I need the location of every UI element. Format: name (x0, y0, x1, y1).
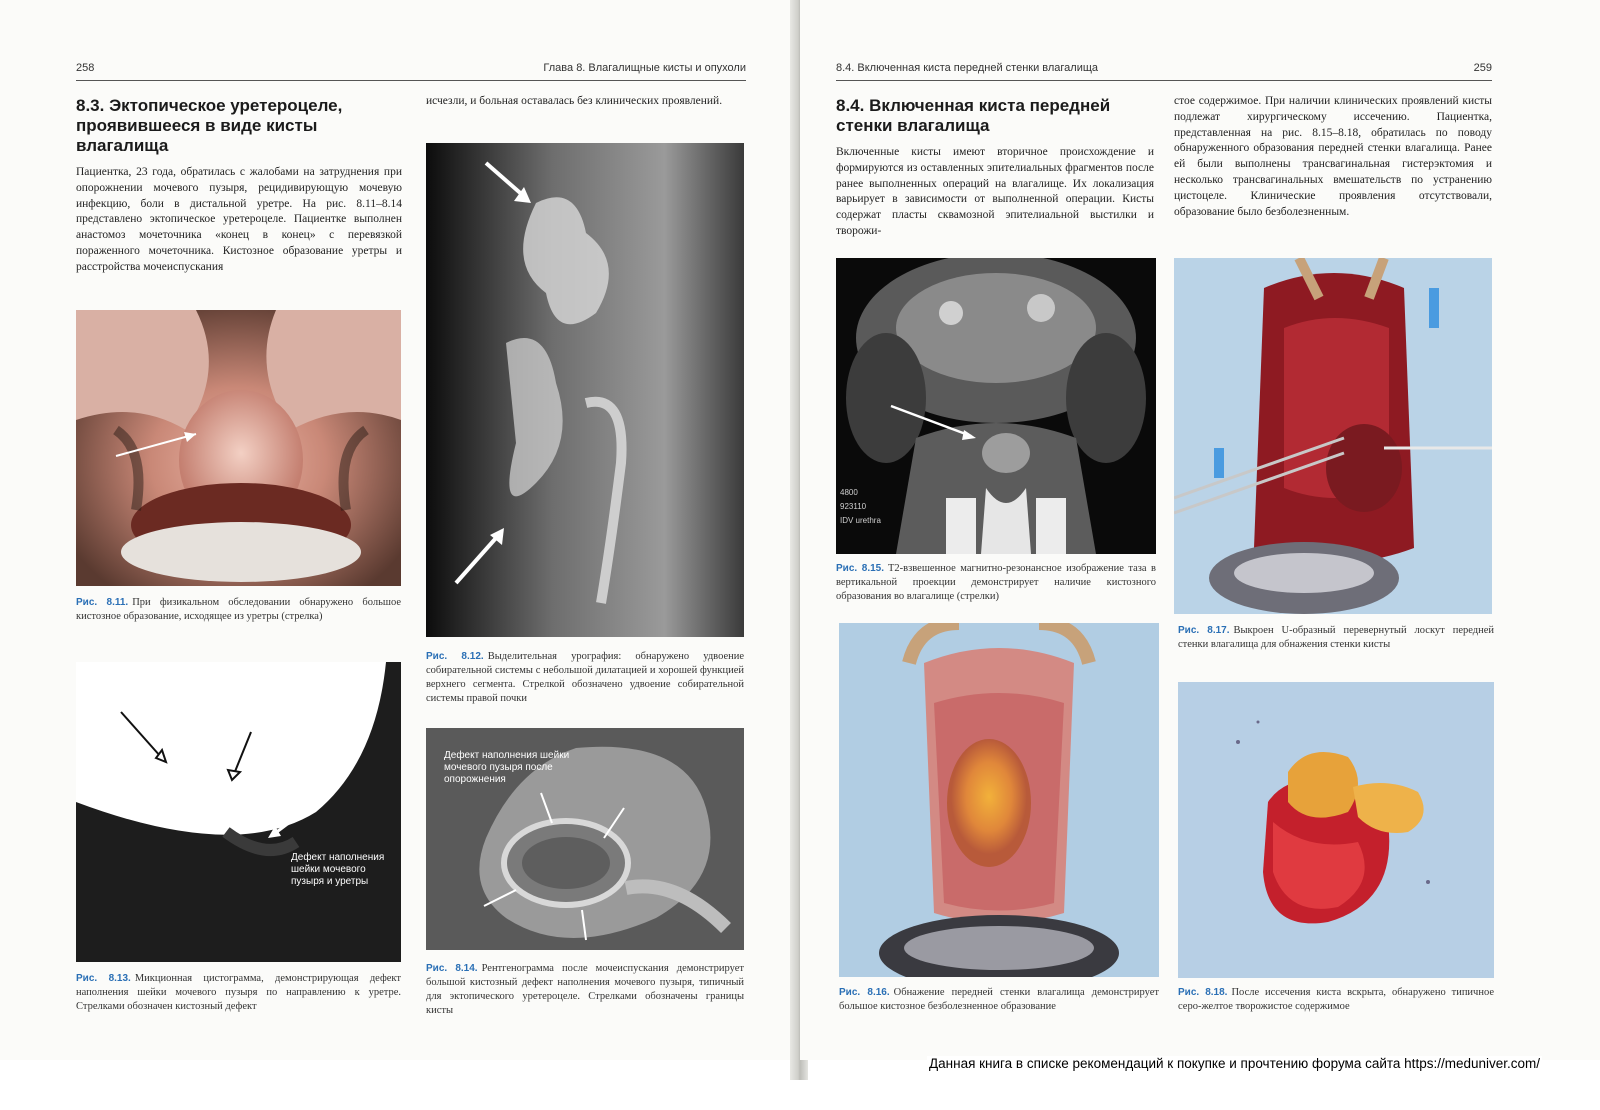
figure-8-14-postvoid (426, 728, 744, 950)
caption-8-18 (1178, 986, 1494, 1014)
paragraph-8-4-b: стое содержимое. При наличии клинических проявлений кисты подлежат хирургическому иссечению. Пациентка, представленная на рис. 8.15–8.18, обратилась по поводу обнаруженного образования передней стенки влагалища. Ранее ей были выполнены трансвагинальная гистерэктомия и несколько трансвагинальных вмешательств по устранению цистоцеле. Клинические проявления отсутствовали, образование было безболезненным. (1174, 95, 1492, 218)
figure-8-14-label: Дефект наполнения шейки мочевого пузыря после опорожнения (444, 750, 570, 785)
paragraph-8-4-a: Включенные кисты имеют вторичное происхождение и формируются из оставленных эпителиальных фрагментов после ранее выполненных операций на влагалище. Их локализация варьирует в зависимости от выполненной операции. Кисты содержат пласты сквамозной эпителиальной выстилки и творожи- (836, 146, 1154, 237)
figure-8-18-photo (1178, 682, 1494, 978)
caption-8-13 (76, 972, 401, 1014)
section-title-8-4: 8.4. Включенная киста передней стенки влагалища (836, 96, 1111, 135)
caption-text: Обнажение передней стенки влагалища демонстрирует большое кистозное безболезненное образование (839, 987, 1159, 1012)
left-page (0, 0, 790, 1060)
caption-8-15 (836, 562, 1156, 604)
caption-text: При физикальном обследовании обнаружено большое кистозное образование, исходящее из уретры (стрелка) (76, 597, 401, 622)
figure-8-11-photo (76, 310, 401, 586)
footer-recommendation-note: Данная книга в списке рекомендаций к покупке и прочтению форума сайта https://meduniver.com/ (929, 1056, 1540, 1071)
page-number-left: 258 (76, 62, 95, 74)
caption-text: Т2-взвешенное магнитно-резонансное изображение таза в вертикальной проекции демонстрирует наличие кистозного образования во влагалище (стрелки) (836, 563, 1156, 602)
section-title-8-3: 8.3. Эктопическое уретероцеле, проявившееся в виде кисты влагалища (76, 96, 343, 155)
caption-8-12 (426, 650, 744, 706)
header-rule-left (76, 80, 746, 81)
caption-8-14 (426, 962, 744, 1018)
figure-8-15-mri (836, 258, 1156, 554)
figure-8-12-urography (426, 143, 744, 637)
caption-number: Рис. 8.12. (426, 651, 484, 662)
header-rule-right (836, 80, 1492, 81)
caption-8-16 (839, 986, 1159, 1014)
mri-text-line: IDV urethra (840, 516, 881, 525)
caption-text: Рентгенограмма после мочеиспускания демонстрирует большой кистозный дефект наполнения мочевого пузыря, типичный для эктопического уретероцеле. Стрелками обозначены границы кисты (426, 963, 744, 1016)
mri-text-line: 4800 (840, 488, 858, 497)
figure-8-13-cystogram (76, 662, 401, 962)
caption-text: Выделительная урография: обнаружено удвоение собирательной системы с небольшой дилатацией и хорошей функцией верхнего сегмента. Стрелкой обозначено удвоение собирательной системы правой почки (426, 651, 744, 704)
running-head-left: Глава 8. Влагалищные кисты и опухоли (543, 62, 746, 74)
caption-number: Рис. 8.15. (836, 563, 884, 574)
caption-text: После иссечения киста вскрыта, обнаружено типичное серо-желтое творожистое содержимое (1178, 987, 1494, 1012)
caption-number: Рис. 8.11. (76, 597, 129, 608)
figure-8-17-photo (1174, 258, 1492, 614)
caption-8-11 (76, 596, 401, 624)
running-head-right: 8.4. Включенная киста передней стенки влагалища (836, 62, 1099, 74)
caption-number: Рис. 8.18. (1178, 987, 1228, 998)
caption-number: Рис. 8.16. (839, 987, 890, 998)
caption-number: Рис. 8.17. (1178, 625, 1230, 636)
right-page (800, 0, 1600, 1060)
page-number-right: 259 (1473, 62, 1492, 74)
figure-8-16-photo (839, 623, 1159, 977)
mri-overlay-text (840, 486, 881, 528)
paragraph-8-3-a: Пациентка, 23 года, обратилась с жалобами на затруднения при опорожнении мочевого пузыря, рецидивирующую мочевую инфекцию, боли в дистальной уретре. На рис. 8.11–8.14 представлено эктопическое уретероцеле. Пациентке выполнен анастомоз мочеточника «конец в конец» с перевязкой пораженного мочеточника. Кистозное образование уретры и расстройства мочеиспускания (76, 166, 402, 273)
mri-text-line: 923110 (840, 502, 867, 511)
paragraph-8-3-b: исчезли, и больная оставалась без клинических проявлений. (426, 95, 723, 107)
caption-text: Микционная цистограмма, демонстрирующая дефект наполнения шейки мочевого пузыря по направлению к уретре. Стрелками обозначен кистозный дефект (76, 973, 401, 1012)
caption-number: Рис. 8.14. (426, 963, 478, 974)
caption-8-17 (1178, 624, 1494, 652)
figure-8-13-label: Дефект наполнения шейки мочевого пузыря и уретры (291, 852, 385, 887)
caption-number: Рис. 8.13. (76, 973, 131, 984)
caption-text: Выкроен U-образный перевернутый лоскут передней стенки влагалища для обнажения стенки кисты (1178, 625, 1494, 650)
